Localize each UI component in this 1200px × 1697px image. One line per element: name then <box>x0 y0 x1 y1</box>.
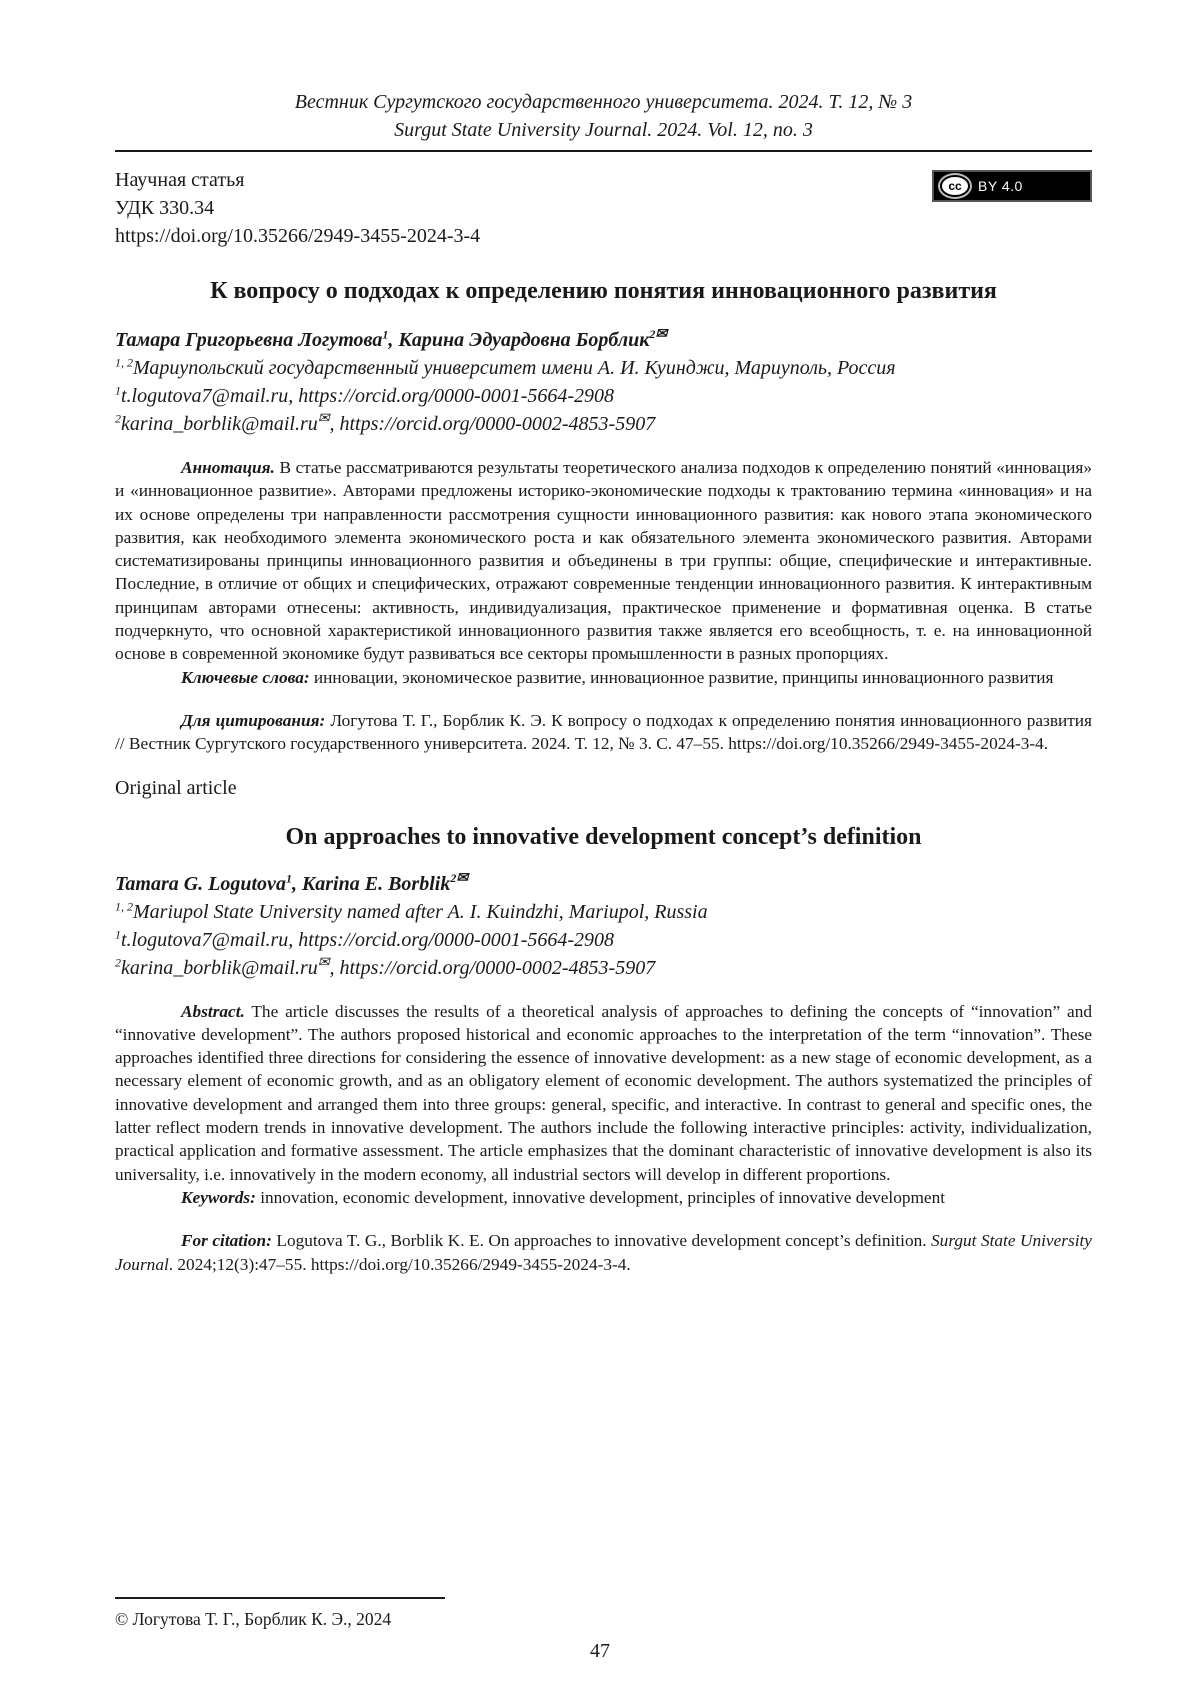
copyright-notice: © Логутова Т. Г., Борблик К. Э., 2024 <box>115 1609 392 1629</box>
contact1-ru <box>115 382 1092 410</box>
contact2-email[interactable]: karina_borblik@mail.ru <box>121 413 318 435</box>
citation-journal: Surgut State University Journal <box>115 1231 1092 1274</box>
keywords-label: Ключевые слова: <box>181 667 310 687</box>
keywords-text: innovation, economic development, innovative development, principles of innovative development <box>255 1187 946 1207</box>
citation-label: For citation: <box>181 1231 272 1251</box>
affiliation-sup: 1, 2 <box>115 898 133 913</box>
keywords-label: Keywords: <box>181 1187 256 1207</box>
abstract-paragraph <box>115 456 1092 666</box>
article-meta <box>115 166 1092 250</box>
contact1-sup: 1 <box>115 383 121 398</box>
footnote-divider <box>115 1597 445 1599</box>
page-content <box>115 88 1092 1276</box>
keywords-paragraph <box>115 1186 1092 1209</box>
envelope-icon: ✉ <box>655 327 668 343</box>
author-separator: , <box>291 872 302 895</box>
author-separator: , <box>388 329 399 351</box>
author1-name: Tamara G. Logutova <box>115 872 286 895</box>
keywords-text: инновации, экономическое развитие, инновационное развитие, принципы инновационного развития <box>309 667 1054 687</box>
abstract-text: The article discusses the results of a theoretical analysis of approaches to defining the concepts of “innovation” and “innovative development”. The authors proposed historical and economic approaches to the interpretation of the term “innovation”. These approaches identified three directions for considering the essence of innovative development: as a new stage of economic development, as a necessary element of economic growth, and as an obligatory element of economic development. The authors systematized the principles of innovative development and arranged them into three groups: general, specific, and interactive. In contrast to general and specific ones, the latter reflect modern trends in innovative development. The authors include the following interactive principles: activity, individualization, practical application and formative assessment. The article emphasizes that the dominant characteristic of innovative development is also its universality, i.e. innovatively in the modern economy, all industrial sectors will develop in different proportions. <box>115 1001 1092 1184</box>
journal-header <box>115 88 1092 144</box>
contact2-email[interactable]: karina_borblik@mail.ru <box>121 956 318 979</box>
author2-name: Карина Эдуардовна Борблик <box>398 329 650 351</box>
envelope-icon: ✉ <box>317 411 330 427</box>
article-title-ru: К вопросу о подходах к определению понятия инновационного развития <box>210 278 997 304</box>
citation-paragraph <box>115 1229 1092 1276</box>
author2-name: Karina E. Borblik <box>301 872 451 895</box>
abstract-text: В статье рассматриваются результаты теоретического анализа подходов к определению понятий «инновация» и «инновационное развитие». Авторами предложены историко-экономические подходы к трактованию термина «инновация» и на их основе определены три направленности рассмотрения сущности инновационного развития: как нового этапа экономического развития, как необходимого элемента экономического роста и как обязательного элемента экономического развития. Авторами систематизированы принципы инновационного развития и объединены в три группы: общие, специфические и интерактивные. Последние, в отличие от общих и специфических, отражают современные тенденции инновационного развития. К интерактивным принципам авторами отнесены: активность, индивидуализация, практическое применение и формативная оценка. В статье подчеркнуто, что основной характеристикой инновационного развития также является его всеобщность, т. е. на инновационной основе в современной экономике будут развиваться все секторы промышленности в разных пропорциях. <box>115 458 1092 664</box>
article-type-ru: Научная статья <box>115 169 245 191</box>
abstract-ru <box>115 456 1092 756</box>
abstract-paragraph <box>115 1000 1092 1186</box>
envelope-icon: ✉ <box>317 954 330 970</box>
citation-label: Для цитирования: <box>181 710 326 730</box>
contact2-sup: 2 <box>115 411 121 426</box>
authors-en <box>115 870 1092 898</box>
affiliation-text: Мариупольский государственный университет имени А. И. Куинджи, Мариуполь, Россия <box>133 357 896 379</box>
header-divider <box>115 150 1092 152</box>
article-type-en: Original article <box>115 776 237 799</box>
citation-text: Логутова Т. Г., Борблик К. Э. К вопросу о подходах к определению понятия инновационного развития // Вестник Сургутского государственного университета. 2024. Т. 12, № 3. С. 47–55. https://doi.org/10.35266/2949-3455-2024-3-4. <box>115 710 1092 754</box>
affiliation-ru <box>115 354 1092 382</box>
author2-sup: 2✉ <box>649 327 668 343</box>
contact1-en <box>115 926 1092 954</box>
contact2-orcid[interactable]: , https://orcid.org/0000-0002-4853-5907 <box>329 413 656 435</box>
cc-license-badge[interactable] <box>932 170 1092 202</box>
keywords-paragraph <box>115 666 1092 689</box>
affiliation-sup: 1, 2 <box>115 355 133 370</box>
doi-link[interactable]: https://doi.org/10.35266/2949-3455-2024-3-4 <box>115 225 481 247</box>
cc-icon: cc <box>940 175 970 197</box>
article-title-en: On approaches to innovative development concept’s definition <box>285 823 922 850</box>
contact2-ru <box>115 410 1092 438</box>
author1-name: Тамара Григорьевна Логутова <box>115 329 383 351</box>
abstract-label: Аннотация. <box>181 458 275 477</box>
contact2-en <box>115 954 1092 982</box>
contact1-sup: 1 <box>115 926 121 941</box>
contact1-text[interactable]: t.logutova7@mail.ru, https://orcid.org/0000-0001-5664-2908 <box>121 928 615 951</box>
abstract-en <box>115 1000 1092 1276</box>
abstract-label: Abstract. <box>181 1001 245 1021</box>
cc-license-label: BY 4.0 <box>978 178 1023 194</box>
citation-text-tail: . 2024;12(3):47–55. https://doi.org/10.35266/2949-3455-2024-3-4. <box>168 1254 631 1274</box>
contact2-orcid[interactable]: , https://orcid.org/0000-0002-4853-5907 <box>329 956 656 979</box>
author1-sup: 1 <box>382 327 389 342</box>
page-number: 47 <box>590 1640 610 1662</box>
envelope-icon: ✉ <box>456 870 469 886</box>
journal-header-ru: Вестник Сургутского государственного университета. 2024. Т. 12, № 3 <box>294 91 913 113</box>
authors-ru <box>115 326 1092 354</box>
contact2-sup: 2 <box>115 954 121 969</box>
author1-sup: 1 <box>285 870 292 885</box>
contact1-text[interactable]: t.logutova7@mail.ru, https://orcid.org/0000-0001-5664-2908 <box>121 385 615 407</box>
author2-sup: 2✉ <box>450 870 469 886</box>
citation-text: Logutova T. G., Borblik K. E. On approaches to innovative development concept’s definition. <box>271 1231 932 1251</box>
udc-code: УДК 330.34 <box>115 197 215 219</box>
citation-paragraph <box>115 709 1092 756</box>
affiliation-text: Mariupol State University named after A. I. Kuindzhi, Mariupol, Russia <box>133 900 708 923</box>
journal-header-en: Surgut State University Journal. 2024. Vol. 12, no. 3 <box>394 119 813 141</box>
affiliation-en <box>115 898 1092 926</box>
